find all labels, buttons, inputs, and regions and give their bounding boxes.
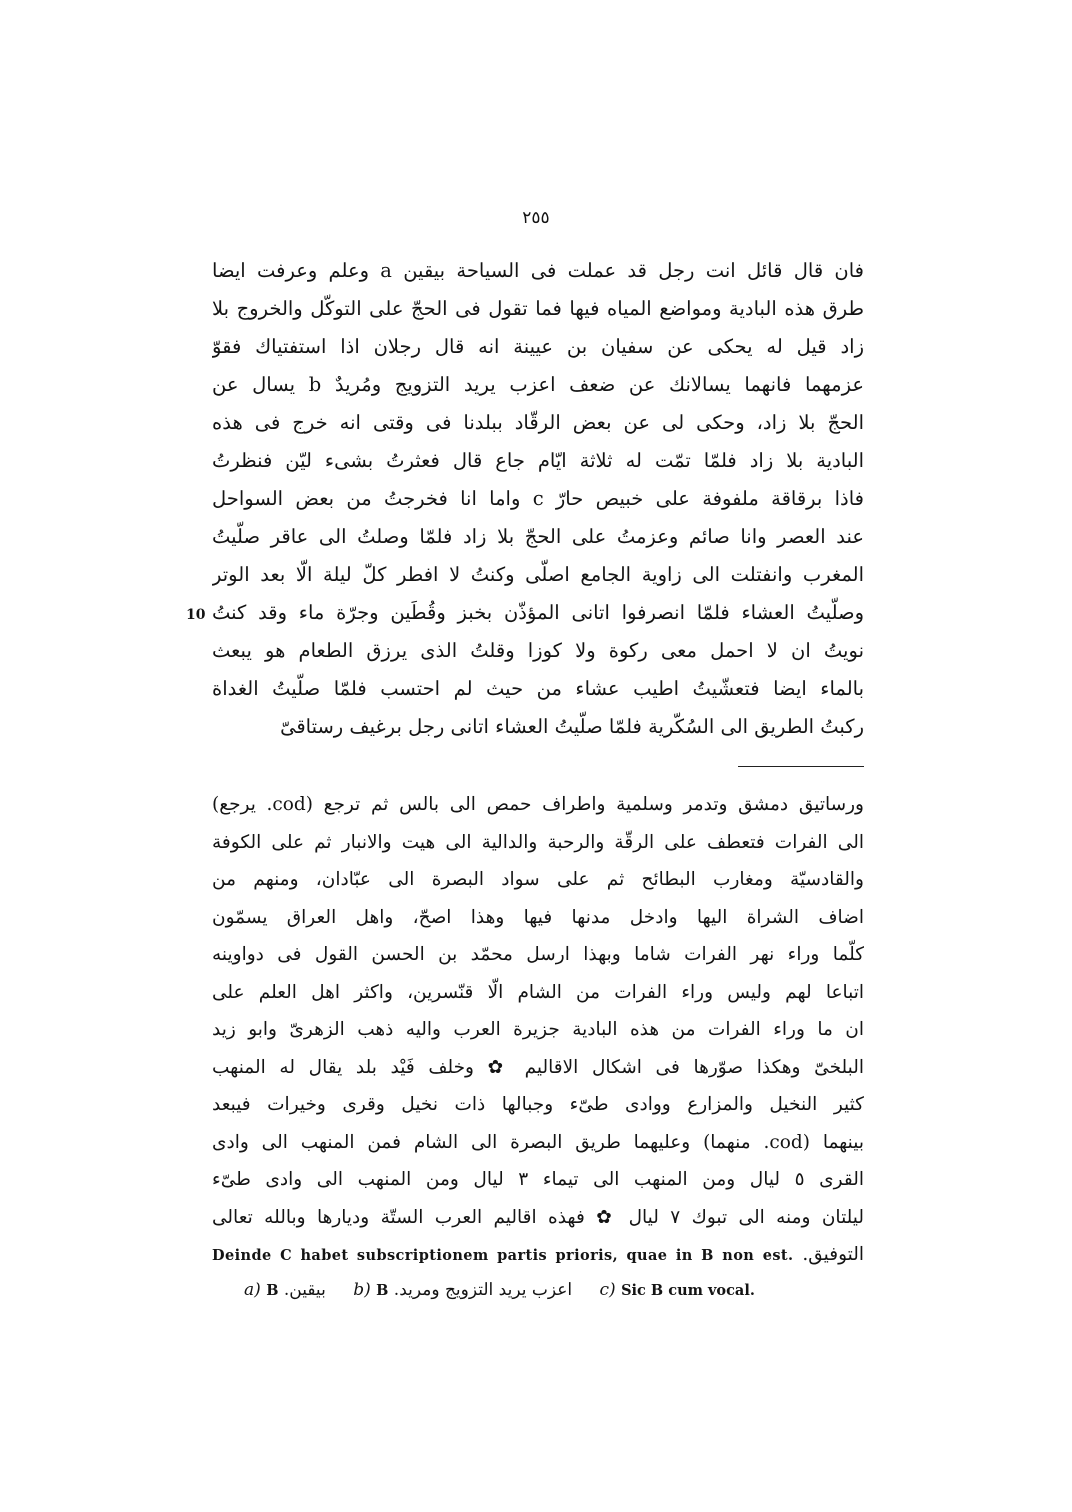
footnote-line: القرى ٥ ليال ومن المنهب الى تيماء ٣ ليال ومن المنهب الى وادى طىّء — [212, 1169, 864, 1190]
text-line: طرق هذه البادية ومواضع المياه فيها فما تقول فى الحجّ على التوكّل والخروج بلا — [212, 297, 864, 320]
text-line: وصلّيتُ العشاء فلمّا انصرفوا اتانى المؤذّن بخبز وقُطَين وجرّة ماء وقد كنتُ — [212, 601, 864, 624]
apparatus-reading: اعزب يريد التزويج ومريد. — [393, 1280, 573, 1300]
footnote-line: الى الفرات فتعطف على الرقّة والرحبة والدالية الى هيت والانبار ثم على الكوفة — [212, 831, 864, 853]
apparatus-label: c) — [599, 1280, 616, 1300]
text-line: ركبتُ الطريق الى السُكّرية فلمّا صلّيتُ العشاء اتانى رجل برغيف رستاقىّ — [280, 715, 864, 738]
text-line: الحجّ بلا زاد، وحكى لى عن بعض الرقّاد ببلدنا فى وقتى انه خرج فى هذه — [212, 411, 864, 434]
apparatus-label: b) — [353, 1280, 371, 1300]
footnote-line: كثير النخيل والمزارع ووادى طىّء وجبالها ذات نخيل وقرى وخيرات فيبعد — [212, 1094, 864, 1115]
text-line: زاد قيل له يحكى عن سفيان بن عيينة انه قال رجلان اذا استفتياك فقوّ — [212, 335, 864, 358]
apparatus-reading: بيقين. — [283, 1280, 326, 1300]
footnote-line: بينهما (cod. منهما) وعليهما طريق البصرة الى الشام فمن المنهب الى وادى — [212, 1131, 864, 1153]
text-line: فان قال قائل انت رجل قد عملت فى السياحة بيقين a وعلم وعرفت ايضا — [212, 259, 864, 282]
page-number: ٢٥٥ — [522, 208, 550, 228]
apparatus-entry-a — [244, 1280, 331, 1300]
footnote-line: ورساتيق دمشق وتدمر وسلمية واطراف حمص الى بالس ثم ترجع (cod. يرجع) — [212, 794, 864, 815]
text-line: المغرب وانفتلت الى زاوية الجامع اصلّى وكنتُ لا افطر كلّ ليلة الّا بعد الوتر — [212, 563, 864, 586]
apparatus-siglum: B — [376, 1282, 389, 1299]
footnote-divider — [738, 766, 864, 767]
text-line: عند العصر وانا صائم وعزمتُ على الحجّ بلا زاد فلمّا وصلتُ الى عاقر صلّيتُ — [212, 525, 864, 548]
text-line: بالماء ايضا فتعشّيتُ اطيب عشاء من حيث لم احتسب فلمّا صلّيتُ الغداة — [212, 677, 864, 700]
apparatus-siglum: B — [266, 1282, 279, 1299]
footnote-closing-word: التوفيق. — [802, 1244, 864, 1265]
main-text — [212, 252, 864, 746]
footnote-line: البلخىّ وهكذا صوّرها فى اشكال الاقاليم ✿ وخلف فَيْد بلد يقال له المنهب — [212, 1056, 864, 1078]
critical-apparatus — [244, 1280, 844, 1300]
footnote-block — [212, 786, 864, 1274]
footnote-line: والقادسيّة ومغارب البطائح ثم على سواد البصرة الى عبّادان، ومنهم من — [212, 869, 864, 890]
footnote-last-line — [212, 1236, 864, 1274]
footnote-line: ليلتان ومنه الى تبوك ٧ ليال ✿ فهذه اقاليم العرب الستّة وديارها وبالله تعالى — [212, 1206, 864, 1228]
footnote-line: اتباعا لهم وليس وراء الفرات من الشام الّا قنّسرين، واكثر اهل العلم على — [212, 981, 864, 1003]
apparatus-entry-b — [353, 1280, 577, 1300]
text-line: البادية بلا زاد فلمّا تمّت له ثلاثة ايّام جاع قال فعثرتُ بشىء ليّن فنظرتُ — [212, 449, 864, 472]
text-line: فاذا برقاقة ملفوفة على خبيص حارّ c واما انا فخرجتُ من بعض السواحل — [212, 487, 864, 510]
subscription-note: Deinde C habet subscriptionem partis prioris, quae in B non est. — [212, 1247, 794, 1264]
text-line: نويتُ ان لا احمل معى ركوة ولا كوزا وقلتُ الذى يرزق الطعام هو يبعث — [212, 639, 864, 662]
footnote-line: اضاف الشراة اليها وادخل مدنها فيها وهذا اصحّ، واهل العراق يسمّون — [212, 906, 864, 928]
text-line: عزمهما فانهما يسالانك عن ضعف اعزب يريد التزويج ومُريدٌ b يسال عن — [212, 373, 864, 396]
line-number-marker: 10 — [186, 607, 206, 623]
footnote-line: كلّما وراء نهر الفرات شاما وبهذا ارسل محمّد بن الحسن القول فى دواوينه — [212, 944, 864, 965]
apparatus-entry-c — [600, 1280, 755, 1300]
apparatus-siglum: Sic B cum vocal. — [621, 1282, 755, 1299]
apparatus-label: a) — [244, 1280, 261, 1300]
footnote-line: ان ما وراء الفرات من هذه البادية جزيرة العرب واليه ذهب الزهرىّ وابو زيد — [212, 1019, 864, 1040]
